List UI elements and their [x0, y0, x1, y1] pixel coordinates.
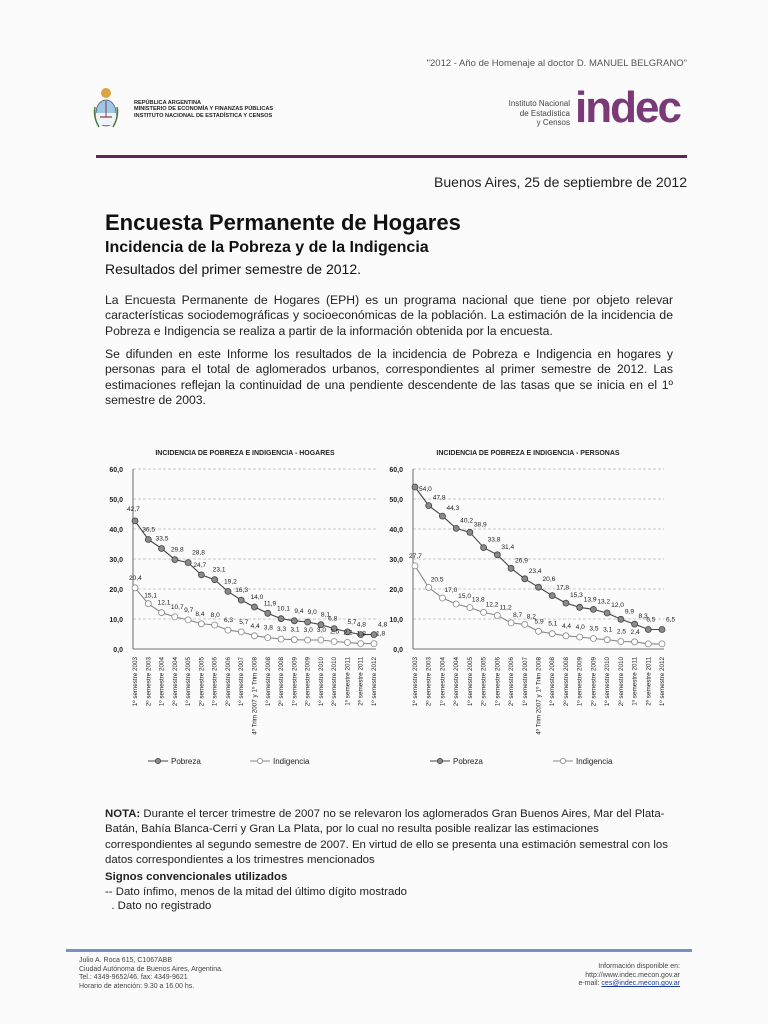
y-tick-label: 30,0: [109, 557, 123, 564]
data-label: 24,7: [193, 561, 207, 569]
data-point-indigencia: [618, 639, 624, 645]
data-point-indigencia: [238, 629, 244, 635]
data-point-pobreza: [291, 618, 297, 624]
legend-label: Indigencia: [576, 757, 613, 766]
data-point-pobreza: [159, 546, 165, 552]
data-label: 13,8: [471, 596, 485, 604]
data-point-indigencia: [494, 612, 500, 618]
x-tick-label: 1º semestre 2009: [576, 657, 584, 707]
data-label: 11,2: [499, 604, 512, 612]
legend-marker-icon: [437, 758, 442, 763]
x-tick-label: 1º semestre 2004: [439, 657, 447, 707]
date-line: Buenos Aires, 25 de septiembre de 2012: [434, 174, 687, 190]
data-point-pobreza: [172, 557, 178, 563]
data-label: 9,4: [294, 607, 304, 615]
data-point-indigencia: [252, 633, 258, 639]
motto: "2012 - Año de Homenaje al doctor D. MANUEL BELGRANO": [426, 58, 687, 69]
x-tick-label: 1º semestre 2003: [412, 657, 419, 707]
y-tick-label: 30,0: [389, 557, 403, 564]
data-point-pobreza: [659, 627, 665, 633]
data-label: 27,7: [409, 552, 422, 560]
data-label: 8,0: [210, 612, 220, 619]
address-line: Julio A. Roca 615, C1067ABB: [79, 957, 173, 964]
chart-title: INCIDENCIA DE POBREZA E INDIGENCIA - PERSONAS: [436, 450, 620, 457]
x-tick-label: 1º semestre 2003: [132, 657, 139, 707]
data-label: 3,0: [316, 627, 327, 634]
legend-marker-icon: [155, 758, 160, 763]
x-tick-label: 2º semestre 2008: [562, 657, 570, 707]
x-tick-label: 2º semestre 2003: [425, 657, 433, 707]
address-line: Tel.: 4349-9652/46. fax: 4349-9621: [79, 974, 188, 982]
legend-label: Indigencia: [273, 757, 310, 766]
conventional-signs: [105, 870, 407, 914]
data-label: 3,3: [277, 626, 287, 634]
data-point-pobreza: [645, 627, 651, 633]
data-label: 6,5: [666, 616, 676, 624]
data-point-indigencia: [212, 622, 218, 628]
footer-rule: [66, 949, 692, 952]
institute-line-2: de Estadística: [519, 108, 570, 118]
data-point-pobreza: [549, 593, 555, 599]
data-point-indigencia: [632, 639, 638, 645]
paragraph-intro: La Encuesta Permanente de Hogares (EPH) es un programa nacional que tiene por objeto relevar características sociodemográficas y socioeconómicas de la población. La estimación de la incidencia de Pobreza e Indigencia se realiza a partir de la información obtenida por la encuesta.: [105, 293, 673, 338]
y-tick-label: 60,0: [109, 467, 123, 474]
data-label: 5,7: [347, 618, 357, 626]
data-label: 15,3: [569, 592, 583, 600]
x-tick-label: 4º Trim 2007 y 1º Trim 2008: [251, 657, 259, 735]
note-label: NOTA:: [105, 808, 141, 820]
series-line-pobreza: [135, 521, 374, 635]
note: [105, 807, 673, 869]
data-point-indigencia: [185, 617, 191, 623]
x-tick-label: 2º semestre 2006: [224, 657, 232, 707]
x-tick-label: 2º semestre 2009: [304, 657, 312, 707]
data-point-indigencia: [305, 637, 311, 643]
x-tick-label: 4º Trim 2007 y 1º Trim 2008: [535, 657, 543, 735]
data-label: 10,1: [277, 605, 290, 613]
data-point-indigencia: [563, 633, 569, 639]
indec-logo: indec: [575, 83, 680, 132]
data-label: 47,8: [432, 494, 446, 502]
data-label: 3,1: [603, 626, 613, 634]
data-label: 2,2: [343, 629, 353, 637]
data-label: 15,0: [458, 593, 472, 600]
data-label: 9,7: [184, 606, 194, 614]
x-tick-label: 1º semestre 2007: [238, 657, 246, 707]
data-label: 29,8: [170, 546, 184, 554]
data-label: 20,4: [129, 574, 142, 582]
data-point-pobreza: [481, 545, 487, 551]
y-tick-label: 10,0: [389, 617, 403, 624]
y-tick-label: 40,0: [389, 527, 403, 534]
data-label: 12,0: [611, 602, 624, 609]
x-tick-label: 2º semestre 2005: [480, 657, 488, 707]
data-point-indigencia: [145, 601, 151, 607]
data-label: 20,5: [430, 576, 444, 584]
x-tick-label: 1º semestre 2006: [494, 657, 502, 707]
gov-line-3: INSTITUTO NACIONAL DE ESTADÍSTICA Y CENSOS: [134, 112, 273, 119]
x-tick-label: 1º semestre 2010: [604, 657, 612, 707]
data-label: 9,0: [307, 609, 317, 616]
data-point-pobreza: [185, 560, 191, 566]
data-label: 31,4: [501, 543, 515, 551]
data-label: 44,3: [446, 505, 460, 513]
data-label: 17,0: [444, 587, 458, 594]
data-point-indigencia: [522, 621, 528, 627]
data-label: 38,9: [473, 521, 487, 529]
info-label: Información disponible en:: [598, 963, 680, 970]
data-point-indigencia: [265, 635, 271, 641]
data-label: 8,7: [513, 611, 523, 619]
data-point-pobreza: [494, 552, 500, 558]
x-tick-label: 1º semestre 2008: [549, 657, 557, 707]
data-label: 11,9: [263, 600, 277, 608]
legend-label: Pobreza: [171, 757, 201, 766]
y-tick-label: 20,0: [389, 587, 403, 594]
x-tick-label: 1º semestre 2012: [371, 657, 378, 707]
data-label: 5,9: [534, 618, 544, 626]
data-point-indigencia: [536, 628, 542, 634]
data-label: 20,6: [542, 576, 556, 584]
data-label: 3,5: [589, 625, 599, 633]
data-point-indigencia: [659, 641, 665, 647]
data-point-indigencia: [549, 631, 555, 637]
data-point-pobreza: [563, 600, 569, 606]
data-label: 4,0: [575, 624, 585, 631]
data-label: 8,2: [526, 613, 536, 621]
y-tick-label: 50,0: [389, 497, 403, 504]
y-tick-label: 60,0: [389, 467, 403, 474]
x-tick-label: 1º semestre 2010: [317, 657, 325, 707]
data-label: 6,3: [223, 617, 234, 625]
data-point-pobreza: [522, 576, 528, 582]
data-point-indigencia: [331, 639, 337, 645]
data-point-indigencia: [439, 595, 445, 601]
x-tick-label: 2º semestre 2006: [508, 657, 516, 707]
signs-title: Signos convencionales utilizados: [105, 871, 288, 883]
y-tick-label: 20,0: [109, 587, 123, 594]
data-point-pobreza: [145, 537, 151, 543]
y-tick-label: 40,0: [109, 527, 123, 534]
x-tick-label: 2º semestre 2005: [198, 657, 206, 707]
data-point-indigencia: [225, 627, 231, 633]
data-point-indigencia: [604, 637, 610, 643]
email-link[interactable]: ces@indec.mecon.gov.ar: [601, 980, 680, 988]
data-point-pobreza: [198, 572, 204, 578]
x-tick-label: 2º semestre 2011: [645, 657, 653, 706]
data-point-pobreza: [265, 610, 271, 616]
data-point-pobreza: [508, 565, 514, 571]
data-point-indigencia: [467, 605, 473, 611]
footer-info: [480, 963, 680, 989]
data-label: 4,4: [561, 622, 572, 630]
data-point-pobreza: [225, 588, 231, 594]
x-tick-label: 2º semestre 2004: [453, 657, 461, 707]
data-label: 36,5: [142, 526, 156, 534]
data-point-indigencia: [172, 614, 178, 620]
legend-label: Pobreza: [453, 757, 483, 766]
chart-2: [389, 450, 675, 766]
data-label: 40,2: [460, 517, 474, 525]
data-label: 15,1: [144, 592, 158, 600]
data-label: 9,9: [624, 608, 635, 616]
institute-line-3: y Censos: [536, 118, 570, 127]
y-tick-label: 10,0: [109, 617, 123, 624]
data-point-pobreza: [577, 604, 583, 610]
data-label: 5,1: [548, 620, 558, 628]
data-point-pobreza: [604, 610, 610, 616]
data-point-pobreza: [632, 621, 638, 627]
data-label: 3,0: [303, 627, 313, 634]
sign-item: -- Dato ínfimo, menos de la mitad del último dígito mostrado: [105, 885, 407, 898]
data-point-pobreza: [305, 619, 311, 625]
page-title: Encuesta Permanente de Hogares: [105, 210, 461, 235]
x-tick-label: 1º semestre 2011: [631, 657, 639, 706]
x-tick-label: 1º semestre 2011: [344, 657, 352, 706]
data-label: 4,8: [356, 621, 366, 629]
x-tick-label: 1º semestre 2007: [521, 657, 529, 707]
data-label: 8,1: [320, 611, 331, 619]
data-point-indigencia: [577, 634, 583, 640]
data-label: 10,7: [170, 603, 184, 611]
data-point-pobreza: [212, 577, 218, 583]
data-point-indigencia: [198, 621, 204, 627]
data-label: 42,7: [127, 505, 140, 513]
page-subtitle: Incidencia de la Pobreza y de la Indigencia: [105, 239, 429, 256]
data-label: 13,2: [597, 598, 611, 606]
data-label: 3,8: [263, 624, 273, 632]
email-label: e-mail:: [578, 980, 602, 988]
data-point-pobreza: [536, 584, 542, 590]
gov-line-1: REPÚBLICA ARGENTINA: [134, 100, 202, 106]
x-tick-label: 1º semestre 2005: [185, 657, 193, 707]
x-tick-label: 1º semestre 2004: [158, 657, 166, 707]
address-line: Horario de atención: 9.30 a 16.00 hs.: [79, 982, 195, 990]
data-label: 2,5: [330, 628, 340, 636]
data-point-indigencia: [159, 610, 165, 616]
gov-line-2: MINISTERIO DE ECONOMÍA Y FINANZAS PÚBLICAS: [134, 106, 274, 113]
data-point-indigencia: [278, 636, 284, 642]
address-line: Ciudad Autónoma de Buenos Aires, Argentina.: [79, 965, 223, 973]
data-label: 13,9: [583, 596, 597, 604]
data-label: 23,4: [528, 567, 542, 575]
data-point-indigencia: [426, 585, 432, 591]
data-label: 8,3: [638, 613, 648, 621]
data-point-indigencia: [291, 637, 297, 643]
data-label: 16,3: [235, 587, 249, 595]
data-label: 54,0: [419, 486, 432, 493]
x-tick-label: 1º semestre 2009: [291, 657, 299, 707]
data-point-indigencia: [645, 641, 651, 647]
data-label: 2,4: [630, 628, 640, 636]
paragraph-results: Se difunden en este Informe los resultados de la incidencia de Pobreza e Indigencia en hogares y personas para el total de aglomerados urbanos, correspondientes al primer semestre de 2012. Las estimaciones reflejan la continuidad de una pendiente descendente de las tasas que se inicia en el 1º semestre de 2003.: [105, 347, 673, 407]
institute-line-1: Instituto Nacional: [508, 99, 570, 108]
data-point-indigencia: [358, 641, 364, 647]
data-label: 26,9: [515, 557, 528, 565]
data-label: 33,5: [155, 535, 169, 543]
x-tick-label: 2º semestre 2011: [357, 657, 365, 706]
legend-marker-icon: [560, 758, 565, 763]
data-label: 12,2: [485, 601, 499, 609]
data-point-pobreza: [412, 484, 418, 490]
x-tick-label: 2º semestre 2003: [145, 657, 153, 707]
data-point-pobreza: [278, 616, 284, 622]
data-point-pobreza: [252, 604, 258, 610]
x-tick-label: 1º semestre 2006: [211, 657, 219, 707]
chart-title: INCIDENCIA DE POBREZA E INDIGENCIA - HOGARES: [155, 450, 335, 457]
data-label: 3,1: [290, 626, 300, 634]
data-label: 23,1: [212, 566, 226, 574]
data-point-pobreza: [426, 503, 432, 509]
y-tick-label: 0,0: [113, 647, 123, 654]
data-point-indigencia: [371, 641, 377, 647]
data-point-indigencia: [344, 639, 350, 645]
x-tick-label: 2º semestre 2010: [617, 657, 625, 707]
data-point-pobreza: [132, 518, 138, 524]
data-label: 19,2: [223, 578, 237, 586]
data-point-pobreza: [467, 529, 473, 535]
y-tick-label: 0,0: [393, 647, 403, 654]
data-label: 4,4: [250, 622, 260, 630]
y-tick-label: 50,0: [109, 497, 123, 504]
footer-address: [79, 957, 223, 991]
x-tick-label: 2º semestre 2008: [278, 657, 286, 707]
data-label: 6,5: [646, 616, 656, 624]
data-label: 1,8: [376, 630, 386, 638]
data-point-pobreza: [453, 525, 459, 531]
page-subtitle-2: Resultados del primer semestre de 2012.: [105, 261, 362, 277]
data-point-pobreza: [590, 606, 596, 612]
data-label: 33,8: [487, 536, 501, 544]
data-label: 5,7: [239, 618, 249, 626]
data-point-indigencia: [412, 563, 418, 569]
data-label: 17,8: [556, 584, 570, 592]
legend-marker-icon: [257, 758, 262, 763]
data-label: 2,5: [616, 628, 627, 636]
data-point-indigencia: [508, 620, 514, 626]
x-tick-label: 1º semestre 2005: [466, 657, 474, 707]
sign-item: . Dato no registrado: [105, 900, 212, 912]
website-link[interactable]: http://www.indec.mecon.gov.ar: [585, 971, 680, 979]
data-point-pobreza: [439, 513, 445, 519]
data-label: 6,8: [328, 615, 338, 623]
data-label: 4,8: [378, 621, 388, 629]
data-point-indigencia: [132, 585, 138, 591]
data-point-indigencia: [453, 601, 459, 607]
x-tick-label: 2º semestre 2010: [331, 657, 339, 707]
x-tick-label: 2º semestre 2009: [590, 657, 598, 707]
data-point-indigencia: [318, 637, 324, 643]
data-point-pobreza: [618, 616, 624, 622]
data-label: 1,8: [356, 630, 366, 638]
data-point-pobreza: [238, 597, 244, 603]
data-point-indigencia: [481, 609, 487, 615]
x-tick-label: 1º semestre 2012: [659, 657, 666, 707]
x-tick-label: 2º semestre 2004: [171, 657, 179, 707]
x-tick-label: 1º semestre 2008: [264, 657, 272, 707]
note-text: Durante el tercer trimestre de 2007 no se relevaron los aglomerados Gran Buenos Aires, Mar del Plata-Batán, Bahía Blanca-Cerri y Gran La Plata, por lo cual no resulta posible realizar las estimaciones correspondientes al segundo semestre de 2007. En virtud de ello se presenta una estimación semestral con los datos correspondientes a los trimestres mencionados: [105, 808, 668, 867]
data-point-indigencia: [590, 636, 596, 642]
data-label: 12,1: [157, 599, 171, 607]
data-label: 8,4: [195, 610, 205, 618]
data-label: 28,8: [192, 549, 205, 557]
chart-1: [109, 450, 387, 766]
data-label: 14,0: [250, 594, 264, 601]
